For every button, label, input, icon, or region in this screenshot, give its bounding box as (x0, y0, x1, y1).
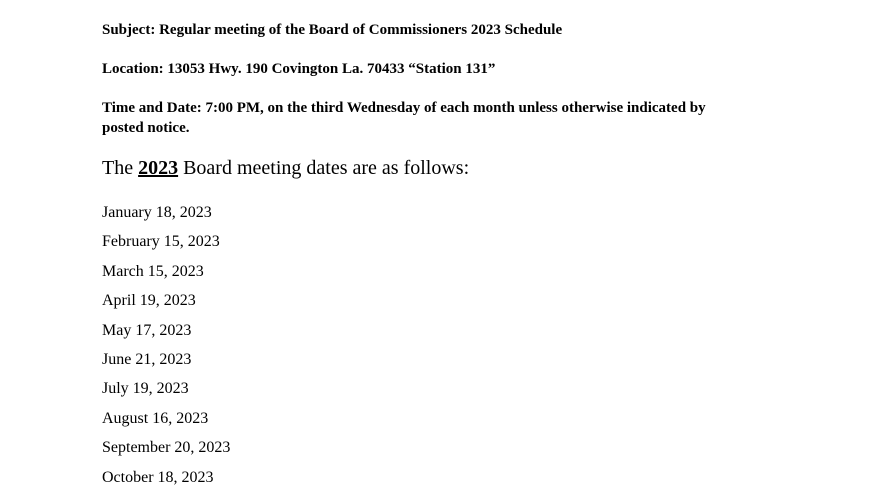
meeting-date: May 17, 2023 (102, 321, 192, 339)
meeting-date: August 16, 2023 (102, 409, 209, 427)
meeting-date: February 15, 2023 (102, 233, 220, 251)
meeting-dates-list (102, 202, 230, 496)
intro-prefix: The (102, 157, 139, 179)
meeting-date: June 21, 2023 (102, 350, 192, 368)
location-line: Location: 13053 Hwy. 190 Covington La. 70433 “Station 131” (102, 61, 496, 77)
intro-year: 2023 (138, 157, 179, 179)
subject-line: Subject: Regular meeting of the Board of Commissioners 2023 Schedule (102, 22, 563, 38)
meeting-date: October 18, 2023 (102, 468, 214, 486)
meeting-date: September 20, 2023 (102, 439, 231, 457)
intro-suffix: Board meeting dates are as follows: (178, 157, 470, 179)
meeting-date: March 15, 2023 (102, 262, 204, 280)
time-and-date-line: Time and Date: 7:00 PM, on the third Wednesday of each month unless otherwise indicated by posted notice. (102, 100, 706, 136)
meeting-dates-intro (102, 155, 469, 181)
meeting-date: April 19, 2023 (102, 292, 196, 310)
meeting-date: July 19, 2023 (102, 380, 189, 398)
meeting-date: January 18, 2023 (102, 204, 212, 221)
